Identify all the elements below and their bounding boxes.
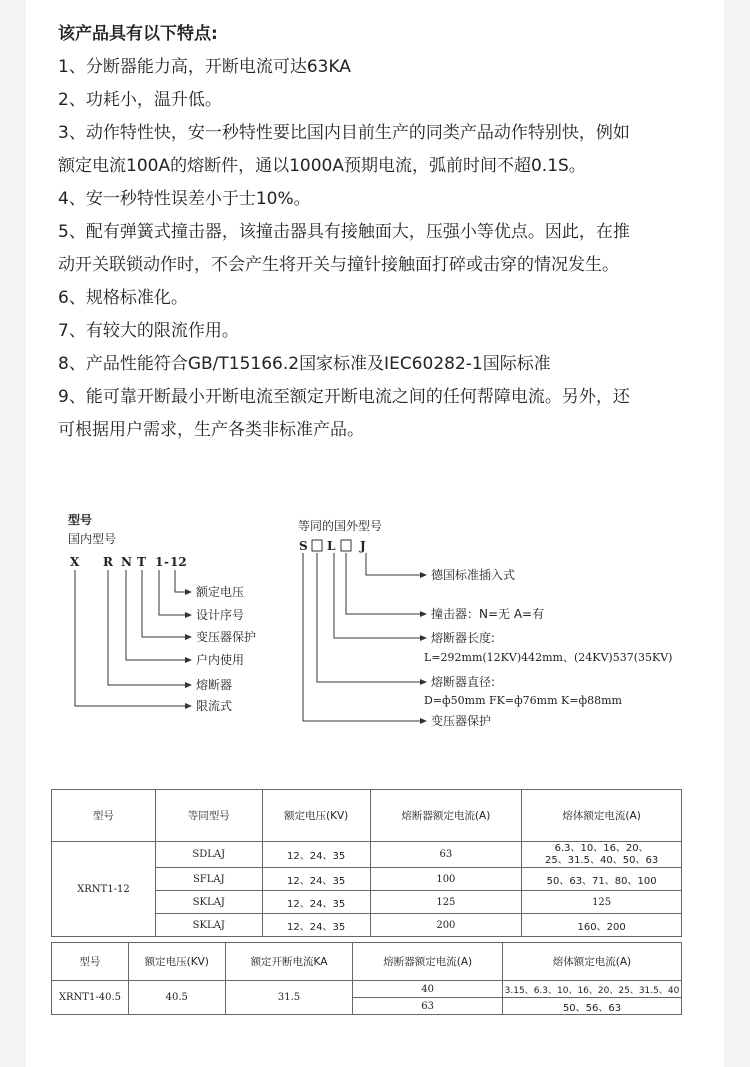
- model-label: 限流式: [196, 699, 233, 713]
- feature-line: 7、有较大的限流作用。: [58, 321, 239, 341]
- feature-line: 3、动作特性快，安一秒特性要比国内目前生产的同类产品动作特别快，例如: [58, 123, 630, 143]
- table-cell: 63: [370, 842, 522, 868]
- table-cell: SKLAJ: [155, 914, 262, 937]
- table-header: 型号: [52, 943, 129, 981]
- table-header: 型号: [52, 790, 156, 842]
- model-label: 额定电压: [196, 585, 245, 599]
- feature-line: 9、能可靠开断最小开断电流至额定开断电流之间的任何帮障电流。另外，还: [58, 387, 630, 407]
- table-cell: 50、63、71、80、100: [522, 868, 682, 891]
- feature-line: 6、规格标准化。: [58, 288, 188, 308]
- model-letter: 12: [170, 555, 187, 569]
- foreign-label: 撞击器：N=无 A=有: [431, 607, 545, 621]
- feature-line: 2、功耗小，温升低。: [58, 90, 222, 110]
- table-header: 额定电压(KV): [262, 790, 370, 842]
- features-section: [58, 18, 718, 447]
- table-cell: 50、56、63: [502, 998, 681, 1015]
- model-title: 型号: [68, 513, 93, 527]
- table-cell: 12、24、35: [262, 891, 370, 914]
- model-letter: R: [103, 555, 113, 569]
- model-letter: N: [121, 555, 132, 569]
- table-header: 熔体额定电流(A): [522, 790, 682, 842]
- table-cell: 200: [370, 914, 522, 937]
- table-cell: 40.5: [128, 981, 225, 1015]
- table-header: 额定电压(KV): [128, 943, 225, 981]
- table-model-cell: XRNT1-40.5: [52, 981, 129, 1015]
- table-header: 等同型号: [155, 790, 262, 842]
- foreign-label: L=292mm(12KV)442mm、(24KV)537(35KV): [424, 651, 673, 664]
- table-cell: 12、24、35: [262, 842, 370, 868]
- feature-line: 额定电流100A的熔断件，通以1000A预期电流，弧前时间不超0.1S。: [58, 156, 586, 176]
- table-cell: [522, 842, 682, 868]
- foreign-label: 熔断器长度:: [431, 631, 496, 645]
- table-cell: SFLAJ: [155, 868, 262, 891]
- table-header: 熔体额定电流(A): [502, 943, 681, 981]
- feature-line: 5、配有弹簧式撞击器，该撞击器具有接触面大，压强小等优点。因此，在推: [58, 222, 630, 242]
- table-cell: 12、24、35: [262, 868, 370, 891]
- foreign-label: D=ф50mm FK=ф76mm K=ф88mm: [424, 694, 622, 707]
- model-designation-diagram: [0, 500, 750, 740]
- model-label: 设计序号: [196, 608, 245, 622]
- model-label: 熔断器: [196, 678, 233, 692]
- table-cell: 40: [353, 981, 503, 998]
- feature-line: 动开关联锁动作时，不会产生将开关与撞针接触面打碎或击穿的情况发生。: [58, 255, 619, 275]
- melt-line: 25、31.5、40、50、63: [545, 854, 659, 866]
- foreign-letter: S: [299, 539, 308, 553]
- table-header: 熔断器额定电流(A): [353, 943, 503, 981]
- foreign-title: 等同的国外型号: [298, 519, 383, 533]
- foreign-label: 熔断器直径:: [431, 675, 496, 689]
- foreign-letter: J: [360, 539, 366, 553]
- model-label: 变压器保护: [196, 630, 257, 644]
- table-cell: SDLAJ: [155, 842, 262, 868]
- table-cell: 125: [522, 891, 682, 914]
- table-cell: 63: [353, 998, 503, 1015]
- model-letter: 1: [155, 555, 164, 569]
- foreign-label: 德国标准插入式: [431, 568, 516, 582]
- feature-line: 可根据用户需求，生产各类非标准产品。: [58, 420, 364, 440]
- table-header: 熔断器额定电流(A): [370, 790, 522, 842]
- spec-table-12kv: [51, 789, 682, 937]
- model-label: 户内使用: [196, 653, 245, 667]
- table-header: 额定开断电流KA: [225, 943, 353, 981]
- table-cell: SKLAJ: [155, 891, 262, 914]
- melt-line: 6.3、10、16、20、: [554, 842, 649, 854]
- foreign-label: 变压器保护: [431, 714, 492, 728]
- foreign-letter: L: [327, 539, 336, 553]
- model-subtitle: 国内型号: [68, 532, 117, 546]
- feature-line: 4、安一秒特性误差小于士10%。: [58, 189, 311, 209]
- model-letter: T: [137, 555, 146, 569]
- model-letter: X: [70, 555, 80, 569]
- features-title: 该产品具有以下特点:: [58, 24, 218, 44]
- table-cell: 3.15、6.3、10、16、20、25、31.5、40: [502, 981, 681, 998]
- table-cell: 160、200: [522, 914, 682, 937]
- table-cell: 31.5: [225, 981, 353, 1015]
- table-cell: 100: [370, 868, 522, 891]
- spec-table-40kv: [51, 942, 682, 1015]
- table-model-cell: XRNT1-12: [52, 842, 156, 937]
- feature-line: 1、分断器能力高，开断电流可达63KA: [58, 57, 351, 77]
- table-cell: 12、24、35: [262, 914, 370, 937]
- table-cell: 125: [370, 891, 522, 914]
- model-letter: -: [164, 555, 169, 569]
- feature-line: 8、产品性能符合GB/T15166.2国家标准及IEC60282-1国际标准: [58, 354, 551, 374]
